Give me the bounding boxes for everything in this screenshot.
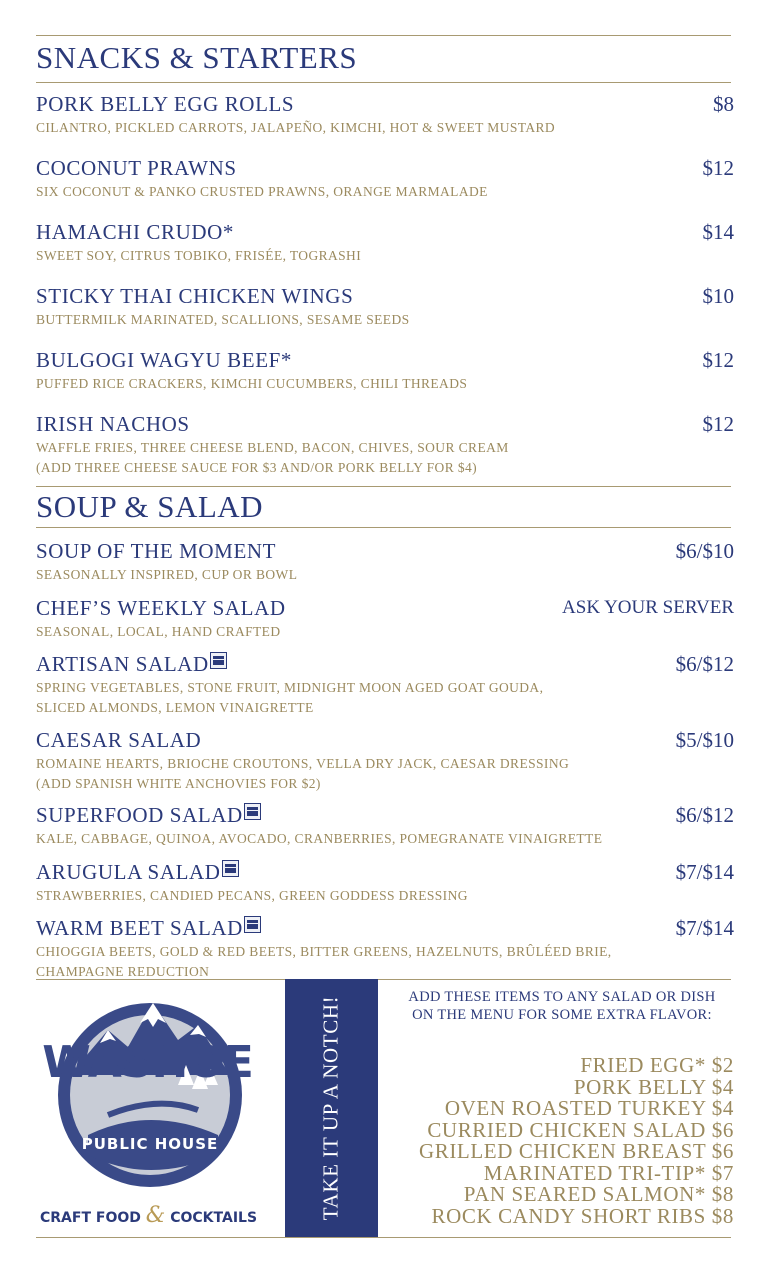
brand-subtitle: PUBLIC HOUSE — [81, 1135, 219, 1153]
item-name: SOUP OF THE MOMENT — [36, 539, 277, 563]
item-desc: SWEET SOY, CITRUS TOBIKO, FRISÉE, TOGRASHI — [36, 248, 362, 263]
divider-top — [36, 35, 731, 36]
addon-intro — [392, 988, 732, 1024]
item-name: HAMACHI CRUDO* — [36, 220, 234, 244]
item-price: $10 — [702, 284, 734, 308]
item-desc: SEASONAL, LOCAL, HAND CRAFTED — [36, 624, 281, 639]
item-desc: ROMAINE HEARTS, BRIOCHE CROUTONS, VELLA DRY JACK, CAESAR DRESSING — [36, 756, 570, 771]
item-price: $6/$12 — [675, 652, 734, 676]
item-desc: BUTTERMILK MARINATED, SCALLIONS, SESAME SEEDS — [36, 312, 410, 327]
menu-item — [36, 914, 734, 982]
gluten-free-icon — [210, 652, 227, 669]
item-name: COCONUT PRAWNS — [36, 156, 237, 180]
item-name: SUPERFOOD SALAD — [36, 803, 243, 827]
item-name: IRISH NACHOS — [36, 412, 190, 436]
item-price: $7/$14 — [675, 916, 734, 940]
menu-item — [36, 218, 734, 266]
item-price: $8 — [713, 92, 734, 116]
menu-item — [36, 346, 734, 394]
item-desc: STRAWBERRIES, CANDIED PECANS, GREEN GODDESS DRESSING — [36, 888, 468, 903]
addon-item: OVEN ROASTED TURKEY $4 — [444, 1096, 734, 1120]
item-desc: CILANTRO, PICKLED CARROTS, JALAPEÑO, KIMCHI, HOT & SWEET MUSTARD — [36, 120, 556, 135]
addon-intro-line: ADD THESE ITEMS TO ANY SALAD OR DISH — [408, 989, 716, 1005]
item-desc: CHAMPAGNE REDUCTION — [36, 964, 210, 979]
brand-name: WASHOE — [42, 1037, 253, 1088]
item-desc: SEASONALLY INSPIRED, CUP OR BOWL — [36, 567, 298, 582]
addon-item: MARINATED TRI-TIP* $7 — [483, 1160, 734, 1185]
gluten-free-icon — [244, 803, 261, 820]
addon-intro-line: ON THE MENU FOR SOME EXTRA FLAVOR: — [412, 1007, 712, 1023]
item-desc: CHIOGGIA BEETS, GOLD & RED BEETS, BITTER GREENS, HAZELNUTS, BRÛLÉED BRIE, — [36, 944, 612, 959]
brand-tagline — [40, 1203, 258, 1228]
item-price: $14 — [702, 220, 734, 244]
item-desc: WAFFLE FRIES, THREE CHEESE BLEND, BACON, CHIVES, SOUR CREAM — [36, 440, 509, 455]
item-desc: KALE, CABBAGE, QUINOA, AVOCADO, CRANBERRIES, POMEGRANATE VINAIGRETTE — [36, 831, 603, 846]
item-desc: SPRING VEGETABLES, STONE FRUIT, MIDNIGHT MOON AGED GOAT GOUDA, — [36, 680, 544, 695]
item-price: $6/$10 — [675, 539, 734, 563]
addon-list — [374, 1055, 734, 1227]
menu-item — [36, 650, 734, 718]
item-price: $12 — [702, 156, 734, 180]
menu-item — [36, 726, 734, 794]
divider-soup-title — [36, 527, 731, 528]
menu-item — [36, 801, 734, 849]
item-price: $7/$14 — [675, 860, 734, 884]
gluten-free-icon — [244, 916, 261, 933]
item-price: $5/$10 — [675, 728, 734, 752]
item-name: PORK BELLY EGG ROLLS — [36, 92, 295, 116]
item-name: STICKY THAI CHICKEN WINGS — [36, 284, 354, 308]
divider-snacks-title — [36, 82, 731, 83]
item-price: ASK YOUR SERVER — [562, 597, 734, 618]
addon-item: ROCK CANDY SHORT RIBS $8 — [431, 1203, 734, 1228]
item-name: WARM BEET SALAD — [36, 916, 243, 940]
brand-tag-right: COCKTAILS — [170, 1210, 258, 1226]
menu-item — [36, 594, 734, 642]
addon-item: PAN SEARED SALMON* $8 — [463, 1182, 734, 1206]
take-it-up-a-notch-panel — [285, 979, 378, 1237]
item-desc: SIX COCONUT & PANKO CRUSTED PRAWNS, ORANGE MARMALADE — [36, 184, 488, 199]
item-name: BULGOGI WAGYU BEEF* — [36, 348, 293, 372]
item-desc: SLICED ALMONDS, LEMON VINAIGRETTE — [36, 700, 314, 715]
brand-tag-left: CRAFT FOOD — [40, 1210, 141, 1226]
menu-item — [36, 90, 734, 138]
addon-item: FRIED EGG* $2 — [580, 1053, 734, 1077]
item-name: CHEF’S WEEKLY SALAD — [36, 596, 286, 620]
item-name: ARTISAN SALAD — [36, 652, 209, 676]
addon-item: CURRIED CHICKEN SALAD $6 — [427, 1117, 734, 1142]
washoe-logo — [40, 985, 258, 1230]
divider-bottom — [36, 1237, 731, 1238]
gluten-free-icon — [222, 860, 239, 877]
item-name: CAESAR SALAD — [36, 728, 202, 752]
item-price: $12 — [702, 412, 734, 436]
menu-item — [36, 537, 734, 585]
menu-item — [36, 858, 734, 906]
menu-item — [36, 282, 734, 330]
item-desc: (ADD THREE CHEESE SAUCE FOR $3 AND/OR PORK BELLY FOR $4) — [36, 460, 478, 475]
menu-item — [36, 154, 734, 202]
menu-item — [36, 410, 734, 478]
brand-tag-amp: & — [145, 1203, 166, 1228]
addon-item: PORK BELLY $4 — [573, 1074, 734, 1099]
divider-soup-top — [36, 486, 731, 487]
item-name: ARUGULA SALAD — [36, 860, 221, 884]
section-title-snacks: SNACKS & STARTERS — [36, 40, 358, 75]
item-price: $12 — [702, 348, 734, 372]
section-title-soup-salad: SOUP & SALAD — [36, 489, 264, 524]
addon-item: GRILLED CHICKEN BREAST $6 — [418, 1139, 734, 1163]
item-price: $6/$12 — [675, 803, 734, 827]
item-desc: (ADD SPANISH WHITE ANCHOVIES FOR $2) — [36, 776, 321, 791]
notch-title: TAKE IT UP A NOTCH! — [318, 995, 343, 1221]
item-desc: PUFFED RICE CRACKERS, KIMCHI CUCUMBERS, CHILI THREADS — [36, 376, 468, 391]
